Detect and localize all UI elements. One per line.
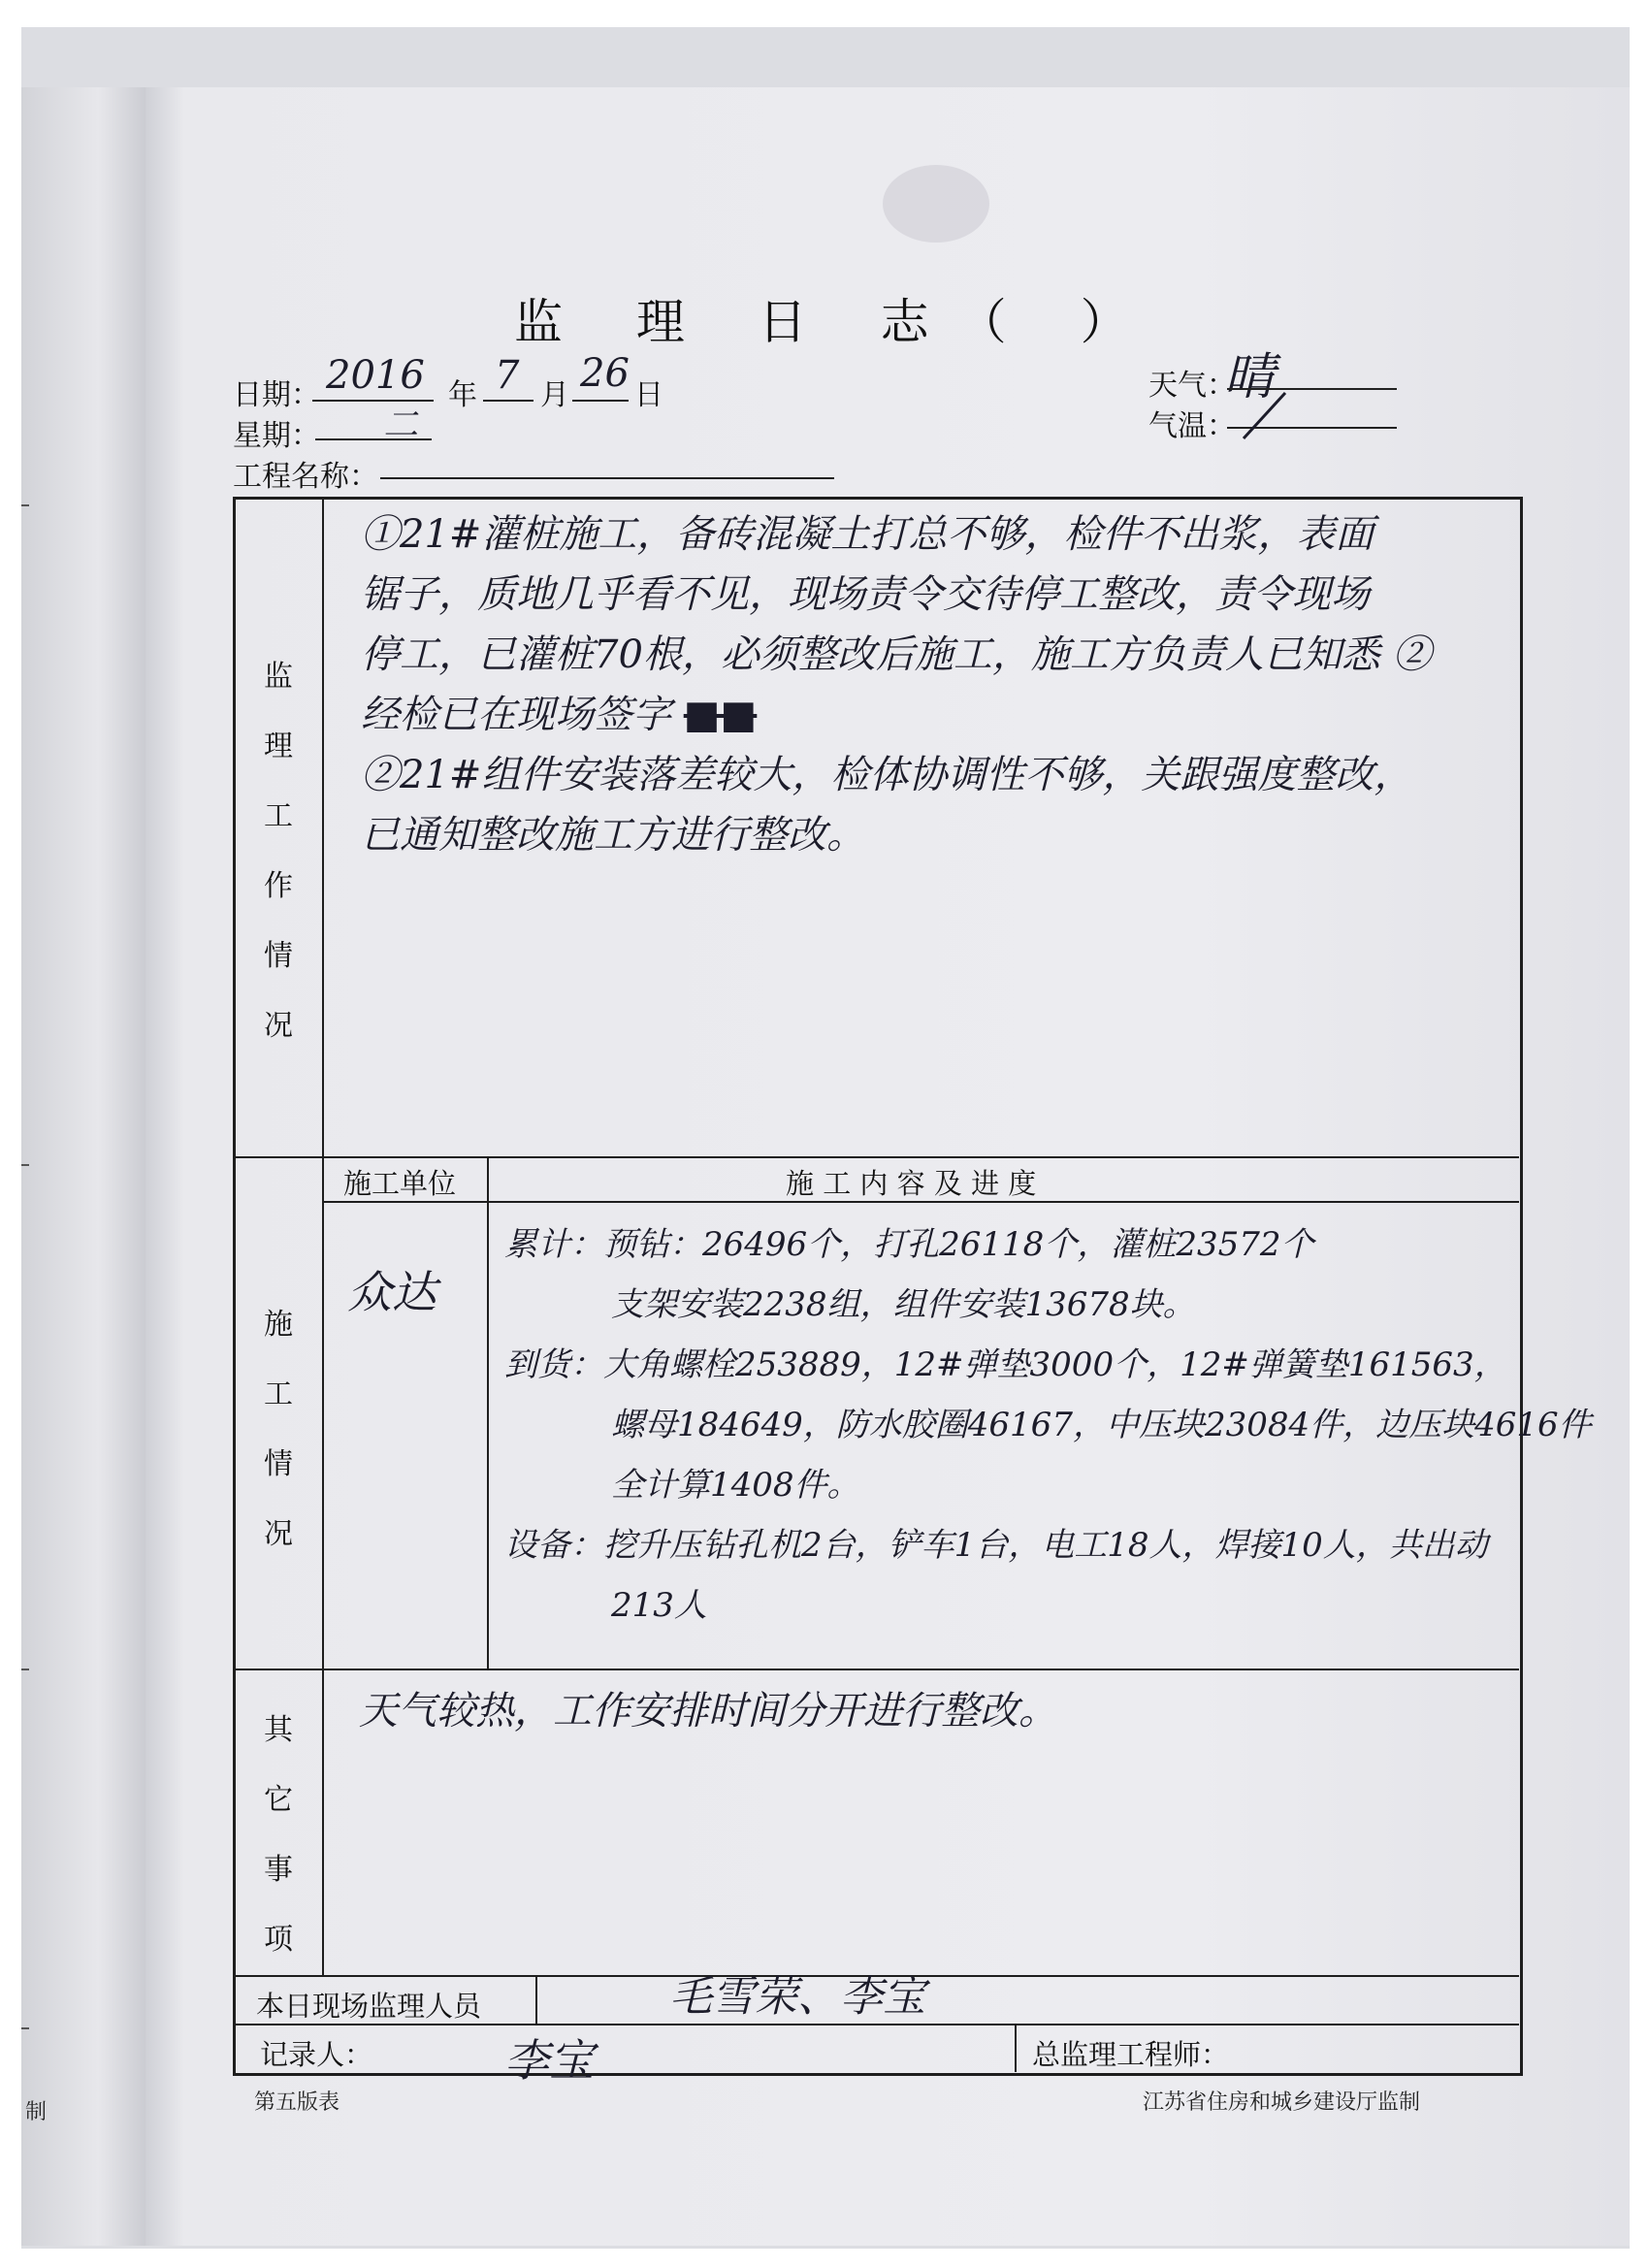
- week-underline: [315, 438, 432, 440]
- temperature-dash-mark: [1232, 388, 1300, 446]
- unit-column-divider: [487, 1156, 489, 1669]
- week-label: 星期：: [233, 419, 320, 453]
- recorder-signature: 李宝: [504, 2034, 594, 2087]
- seal-bleed-mark: [873, 155, 999, 252]
- progress-line: 到货：大角螺栓253889，12#弹垫3000个，12#弹簧垫161563，: [504, 1345, 1507, 1384]
- previous-page-edge: [21, 87, 149, 2246]
- other-section-label: 其 它 事 项: [264, 1713, 293, 1957]
- work-line: 停工，已灌桩70根，必须整改后施工，施工方负责人已知悉 ②: [361, 632, 1432, 677]
- staff-label-divider: [535, 1975, 537, 2024]
- work-line: 经检已在现场签字 ■■: [361, 693, 758, 737]
- progress-line: 213人: [611, 1586, 707, 1625]
- construction-section-bottom: [233, 1669, 1519, 1670]
- chief-engineer-label: 总监理工程师：: [1032, 2038, 1230, 2071]
- progress-line: 设备：挖升压钻孔机2台，铲车1台，电工18人，焊接10人，共出动: [504, 1526, 1488, 1565]
- date-month-underline: [483, 400, 534, 402]
- label-column-divider: [322, 497, 324, 1975]
- work-line: 锯子，质地几乎看不见，现场责令交待停工整改，责令现场: [361, 572, 1370, 617]
- construction-progress-notes: [504, 1215, 1592, 1636]
- progress-line: 累计：预钻：26496个，打孔26118个，灌桩23572个: [504, 1225, 1314, 1264]
- construction-content-header: 施 工 内 容 及 进 度: [786, 1167, 1037, 1200]
- issuer-note: 江苏省住房和城乡建设厅监制: [1143, 2090, 1421, 2115]
- weather-value: 晴: [1224, 348, 1276, 406]
- edition-note: 第五版表: [254, 2090, 340, 2115]
- staff-label: 本日现场监理人员: [256, 1990, 482, 2023]
- date-year-value: 2016: [326, 353, 425, 398]
- other-matters-note: 天气较热，工作安排时间分开进行整改。: [359, 1689, 1057, 1733]
- week-value: 二: [383, 405, 419, 445]
- work-section-bottom: [233, 1156, 1519, 1158]
- work-line: ②21#组件安装落差较大，检体协调性不够，关跟强度整改，: [361, 753, 1413, 797]
- progress-line: 支架安装2238组，组件安装13678块。: [611, 1285, 1196, 1324]
- staff-signatures: 毛雪荣、李宝: [669, 1972, 925, 2022]
- project-name-label: 工程名称：: [233, 460, 378, 494]
- temperature-label: 气温：: [1148, 409, 1236, 443]
- left-page-fragment: 制: [25, 2100, 48, 2124]
- construction-unit-value: 众达: [347, 1266, 436, 1318]
- date-label: 日期：: [233, 378, 320, 412]
- work-line: 已通知整改施工方进行整改。: [361, 813, 865, 858]
- day-unit: 日: [634, 378, 663, 412]
- date-day-underline: [572, 400, 629, 402]
- date-month-value: 7: [495, 353, 520, 398]
- recorder-label: 记录人：: [260, 2038, 373, 2071]
- weather-label: 天气：: [1148, 369, 1236, 403]
- work-section-label: 监 理 工 作 情 况: [264, 660, 293, 1043]
- construction-unit-header: 施工单位: [343, 1167, 457, 1200]
- progress-line: 全计算1408件。: [611, 1466, 860, 1505]
- page-title: 监 理 日 志（ ）: [514, 294, 1158, 350]
- date-day-value: 26: [580, 351, 630, 396]
- year-unit: 年: [448, 378, 477, 412]
- progress-line: 螺母184649，防水胶圈46167，中压块23084件，边压块4616件: [611, 1406, 1592, 1444]
- construction-section-label: 施 工 情 况: [264, 1308, 293, 1551]
- work-notes: [361, 504, 1505, 865]
- month-unit: 月: [540, 378, 569, 412]
- project-name-underline: [380, 477, 834, 479]
- work-line: ①21#灌桩施工，备砖混凝土打总不够，检件不出浆，表面: [361, 512, 1374, 557]
- signoff-divider: [1015, 2024, 1017, 2072]
